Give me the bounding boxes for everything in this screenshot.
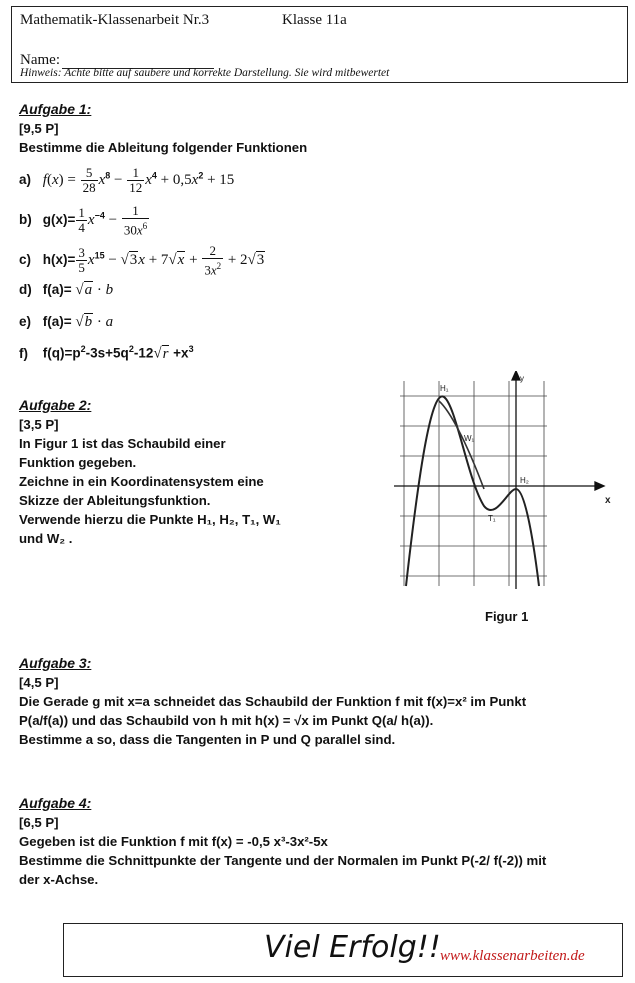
- task2-line: Zeichne in ein Koordinatensystem eine: [19, 474, 264, 489]
- label-x: x: [605, 495, 611, 506]
- task1-item-b: b) g(x)= $\frac{1}{4}$ $x^{-4}$ − $\frac{1}{30x^6}$: [19, 203, 148, 238]
- header-box: [11, 6, 628, 83]
- hint-text: Hinweis: Achte bitte auf saubere und korrekte Darstellung. Sie wird mitbewertet: [20, 67, 390, 79]
- item-label: a): [19, 172, 32, 188]
- task1-header: [19, 100, 307, 157]
- exam-title: Mathematik-Klassenarbeit Nr.3: [20, 12, 210, 28]
- name-label: Name:: [20, 52, 60, 68]
- label-h1: H₁: [440, 384, 449, 393]
- task1-intro: Bestimme die Ableitung folgender Funktionen: [19, 140, 308, 155]
- task2-line: Skizze der Ableitungsfunktion.: [19, 493, 211, 508]
- label-t1: T₁: [488, 514, 496, 523]
- website-link[interactable]: www.klassenarbeiten.de: [440, 948, 585, 964]
- task2-line: und W₂ .: [19, 531, 73, 546]
- footer-box: [63, 923, 623, 977]
- task3-line: Bestimme a so, dass die Tangenten in P und Q parallel sind.: [19, 732, 396, 747]
- task1-item-e: e) f(a)= √b · a: [19, 314, 114, 330]
- task3-block: [19, 654, 526, 749]
- label-w1: W₁: [464, 434, 475, 443]
- task1-item-a: a) f(x) = $\frac{5}{28}$ $x^8$ − $\frac{1}{12}$ $x^4 + 0,5x^2 + 15$: [19, 165, 235, 195]
- task3-heading: Aufgabe 3:: [19, 655, 92, 671]
- task4-points: [6,5 P]: [19, 815, 59, 830]
- item-label: d): [19, 282, 32, 297]
- axes: [394, 371, 604, 589]
- item-label: e): [19, 314, 32, 329]
- label-h2: H₂: [520, 476, 529, 485]
- figure-caption: Figur 1: [485, 609, 529, 624]
- task1-item-d: d) f(a)= √a · b: [19, 282, 114, 298]
- task2-heading: Aufgabe 2:: [19, 397, 92, 413]
- function-graph: [392, 371, 615, 591]
- class-label: Klasse 11a: [282, 12, 347, 28]
- item-label: b): [19, 212, 32, 228]
- label-y: y: [520, 374, 524, 383]
- task1-item-f: f) $f(q)=p^2-3s+5q^2-12√r +x^3$: [19, 344, 194, 362]
- task2-line: In Figur 1 ist das Schaubild einer: [19, 436, 226, 451]
- task2-points: [3,5 P]: [19, 417, 59, 432]
- task2-block: [19, 396, 281, 548]
- good-luck-message: Viel Erfolg!!: [264, 930, 441, 965]
- task4-line: Gegeben ist die Funktion f mit f(x) = -0,5 x³-3x²-5x: [19, 834, 328, 849]
- task4-block: [19, 794, 546, 889]
- task1-points: [9,5 P]: [19, 121, 59, 136]
- task3-points: [4,5 P]: [19, 675, 59, 690]
- task1-item-c: c) h(x)= $\frac{3}{5}$ $x^{15} - √3x + 7√x$ + $\frac{2}{3x^2}$ + 2√3: [19, 243, 265, 278]
- function-curve: [406, 396, 539, 586]
- task4-heading: Aufgabe 4:: [19, 795, 92, 811]
- task3-line: P(a/f(a)) und das Schaubild von h mit h(x) = √x im Punkt Q(a/ h(a)).: [19, 713, 434, 728]
- item-label: f): [19, 345, 28, 361]
- task3-line: Die Gerade g mit x=a schneidet das Schaubild der Funktion f mit f(x)=x² im Punkt: [19, 694, 527, 709]
- item-label: c): [19, 252, 32, 268]
- task4-line: Bestimme die Schnittpunkte der Tangente und der Normalen im Punkt P(-2/ f(-2)) mit: [19, 853, 547, 868]
- task2-line: Verwende hierzu die Punkte H₁, H₂, T₁, W₁: [19, 512, 281, 527]
- task4-line: der x-Achse.: [19, 872, 99, 887]
- task1-heading: Aufgabe 1:: [19, 101, 92, 117]
- task2-line: Funktion gegeben.: [19, 455, 137, 470]
